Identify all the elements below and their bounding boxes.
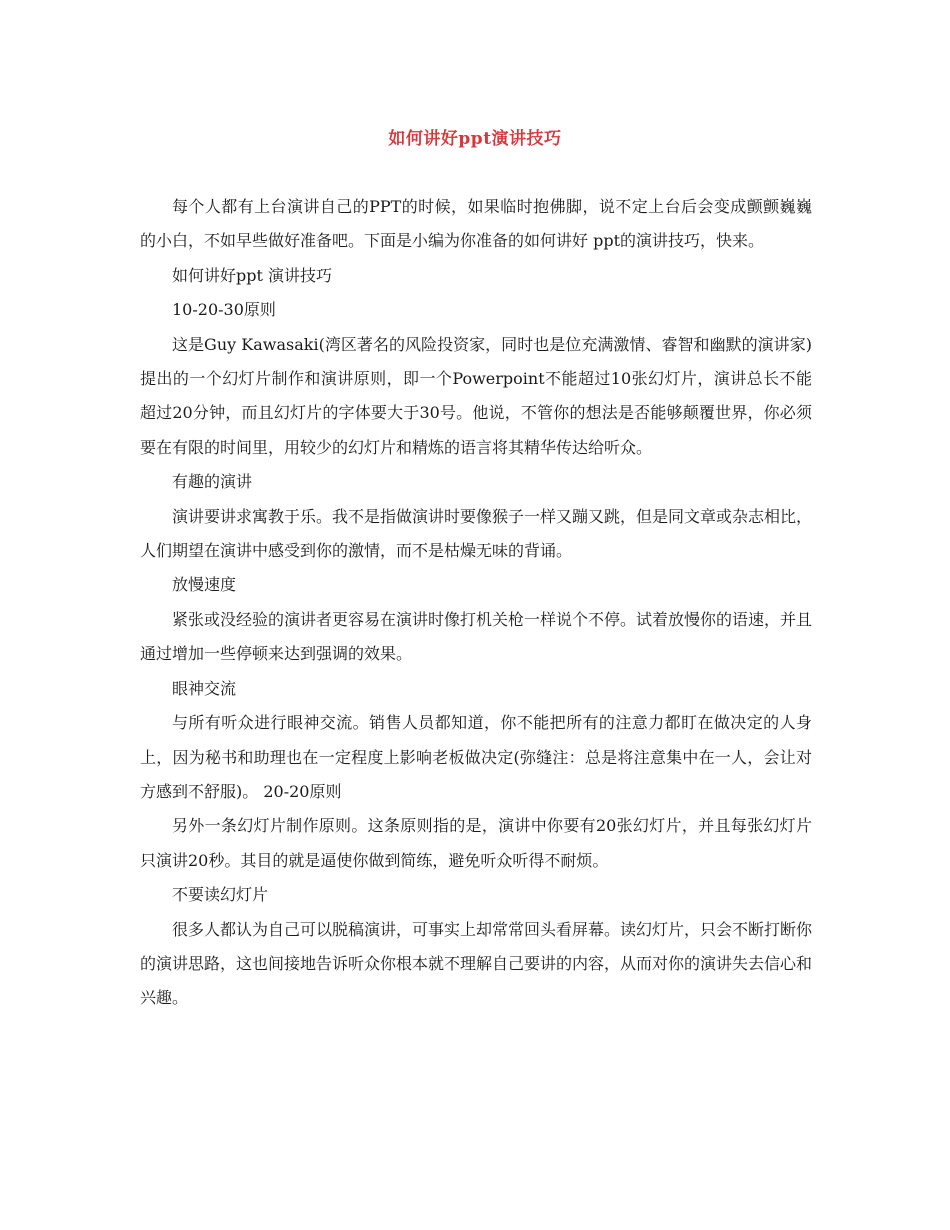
paragraph-interesting-speech: 演讲要讲求寓教于乐。我不是指做演讲时要像猴子一样又蹦又跳，但是同文章或杂志相比，人们期望在演讲中感受到你的激情，而不是枯燥无味的背诵。: [140, 506, 813, 561]
heading-eye-contact: 眼神交流: [172, 678, 237, 698]
paragraph-20-20: 另外一条幻灯片制作原则。这条原则指的是，演讲中你要有20张幻灯片，并且每张幻灯片只演讲20秒。其目的就是逼使你做到简练，避免听众听得不耐烦。: [140, 816, 812, 870]
heading-dont-read-slides: 不要读幻灯片: [172, 885, 269, 905]
paragraph-slow-down: 紧张或没经验的演讲者更容易在演讲时像打机关枪一样说个不停。试着放慢你的语速，并且通过增加一些停顿来达到强调的效果。: [140, 609, 813, 664]
paragraph-10-20-30: 这是Guy Kawasaki(湾区著名的风险投资家，同时也是位充满激情、睿智和幽默的演讲家)提出的一个幻灯片制作和演讲原则，即一个Powerpoint不能超过10张幻灯片，演讲总长不能超过20分钟，而且幻灯片的字体要大于30号。他说，不管你的想法是否能够颠覆世界，你必须要在有限的时间里，用较少的幻灯片和精炼的语言将其精华传达给听众。: [140, 334, 812, 457]
paragraph-subtitle: 如何讲好ppt 演讲技巧: [172, 265, 333, 285]
paragraph-intro: 每个人都有上台演讲自己的PPT的时候，如果临时抱佛脚，说不定上台后会变成颤颤巍巍的小白，不如早些做好准备吧。下面是小编为你准备的如何讲好 ppt的演讲技巧，快来。: [140, 197, 812, 251]
paragraph-eye-contact: 与所有听众进行眼神交流。销售人员都知道，你不能把所有的注意力都盯在做决定的人身上，因为秘书和助理也在一定程度上影响老板做决定(弥缝注：总是将注意集中在一人，会让对方感到不舒服)。 20-20原则: [140, 713, 812, 801]
document-body: [140, 190, 812, 1016]
paragraph-dont-read-slides: 很多人都认为自己可以脱稿演讲，可事实上却常常回头看屏幕。读幻灯片，只会不断打断你的演讲思路，这也间接地告诉听众你根本就不理解自己要讲的内容，从而对你的演讲失去信心和兴趣。: [140, 919, 813, 1008]
document-title: 如何讲好ppt演讲技巧: [388, 129, 562, 149]
heading-10-20-30: 10-20-30原则: [172, 300, 276, 320]
heading-interesting-speech: 有趣的演讲: [172, 472, 253, 492]
heading-slow-down: 放慢速度: [172, 575, 237, 595]
